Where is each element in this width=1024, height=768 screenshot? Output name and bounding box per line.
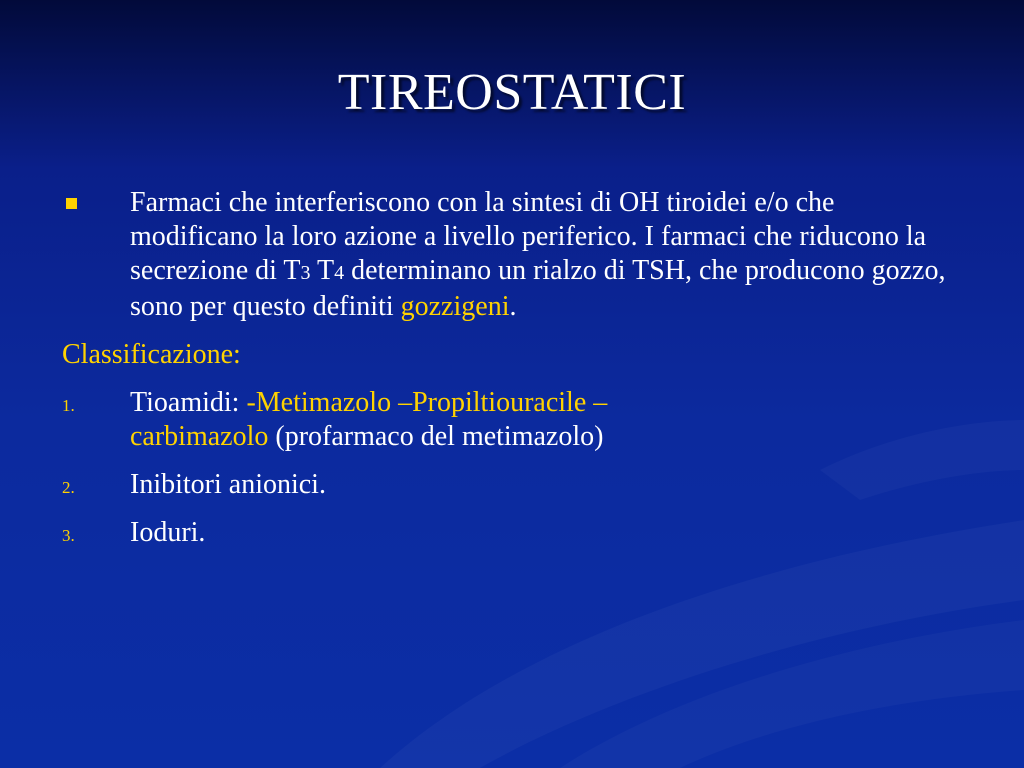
list-item-label: Inibitori anionici.: [130, 469, 326, 500]
list-number: 3.: [62, 526, 75, 545]
list-item-1: [62, 386, 962, 454]
t4-subscript: 4: [334, 262, 345, 284]
t4-base: T: [317, 255, 335, 286]
list-item-label: Ioduri.: [130, 517, 206, 548]
drug-names-highlight: -Metimazolo –Propiltiouracile –: [246, 387, 608, 418]
carbimazolo-highlight: carbimazolo: [130, 421, 269, 452]
list-item-rest: (profarmaco del metimazolo): [268, 421, 604, 452]
slide-content: [62, 186, 962, 564]
list-item-3: [62, 516, 962, 550]
intro-bullet: [62, 186, 962, 324]
list-number: 1.: [62, 396, 75, 415]
slide-title: TIREOSTATICI: [337, 64, 687, 121]
classification-heading: Classificazione:: [62, 339, 241, 370]
intro-text-part2: determinano un rialzo di TSH, che producono gozzo, sono per questo definiti: [130, 255, 946, 322]
gozzigeni-highlight: gozzigeni: [400, 291, 510, 322]
intro-text-end: .: [509, 291, 517, 322]
list-number: 2.: [62, 478, 75, 497]
square-bullet-icon: [66, 198, 77, 209]
list-item-label: Tioamidi:: [130, 387, 247, 418]
t3-subscript: 3: [300, 262, 311, 284]
list-item-2: [62, 468, 962, 502]
intro-text-part1: Farmaci che interferiscono con la sintesi di OH tiroidei e/o che modificano la loro azione a livello periferico. I farmaci che riducono la secrezione di T: [130, 187, 927, 286]
